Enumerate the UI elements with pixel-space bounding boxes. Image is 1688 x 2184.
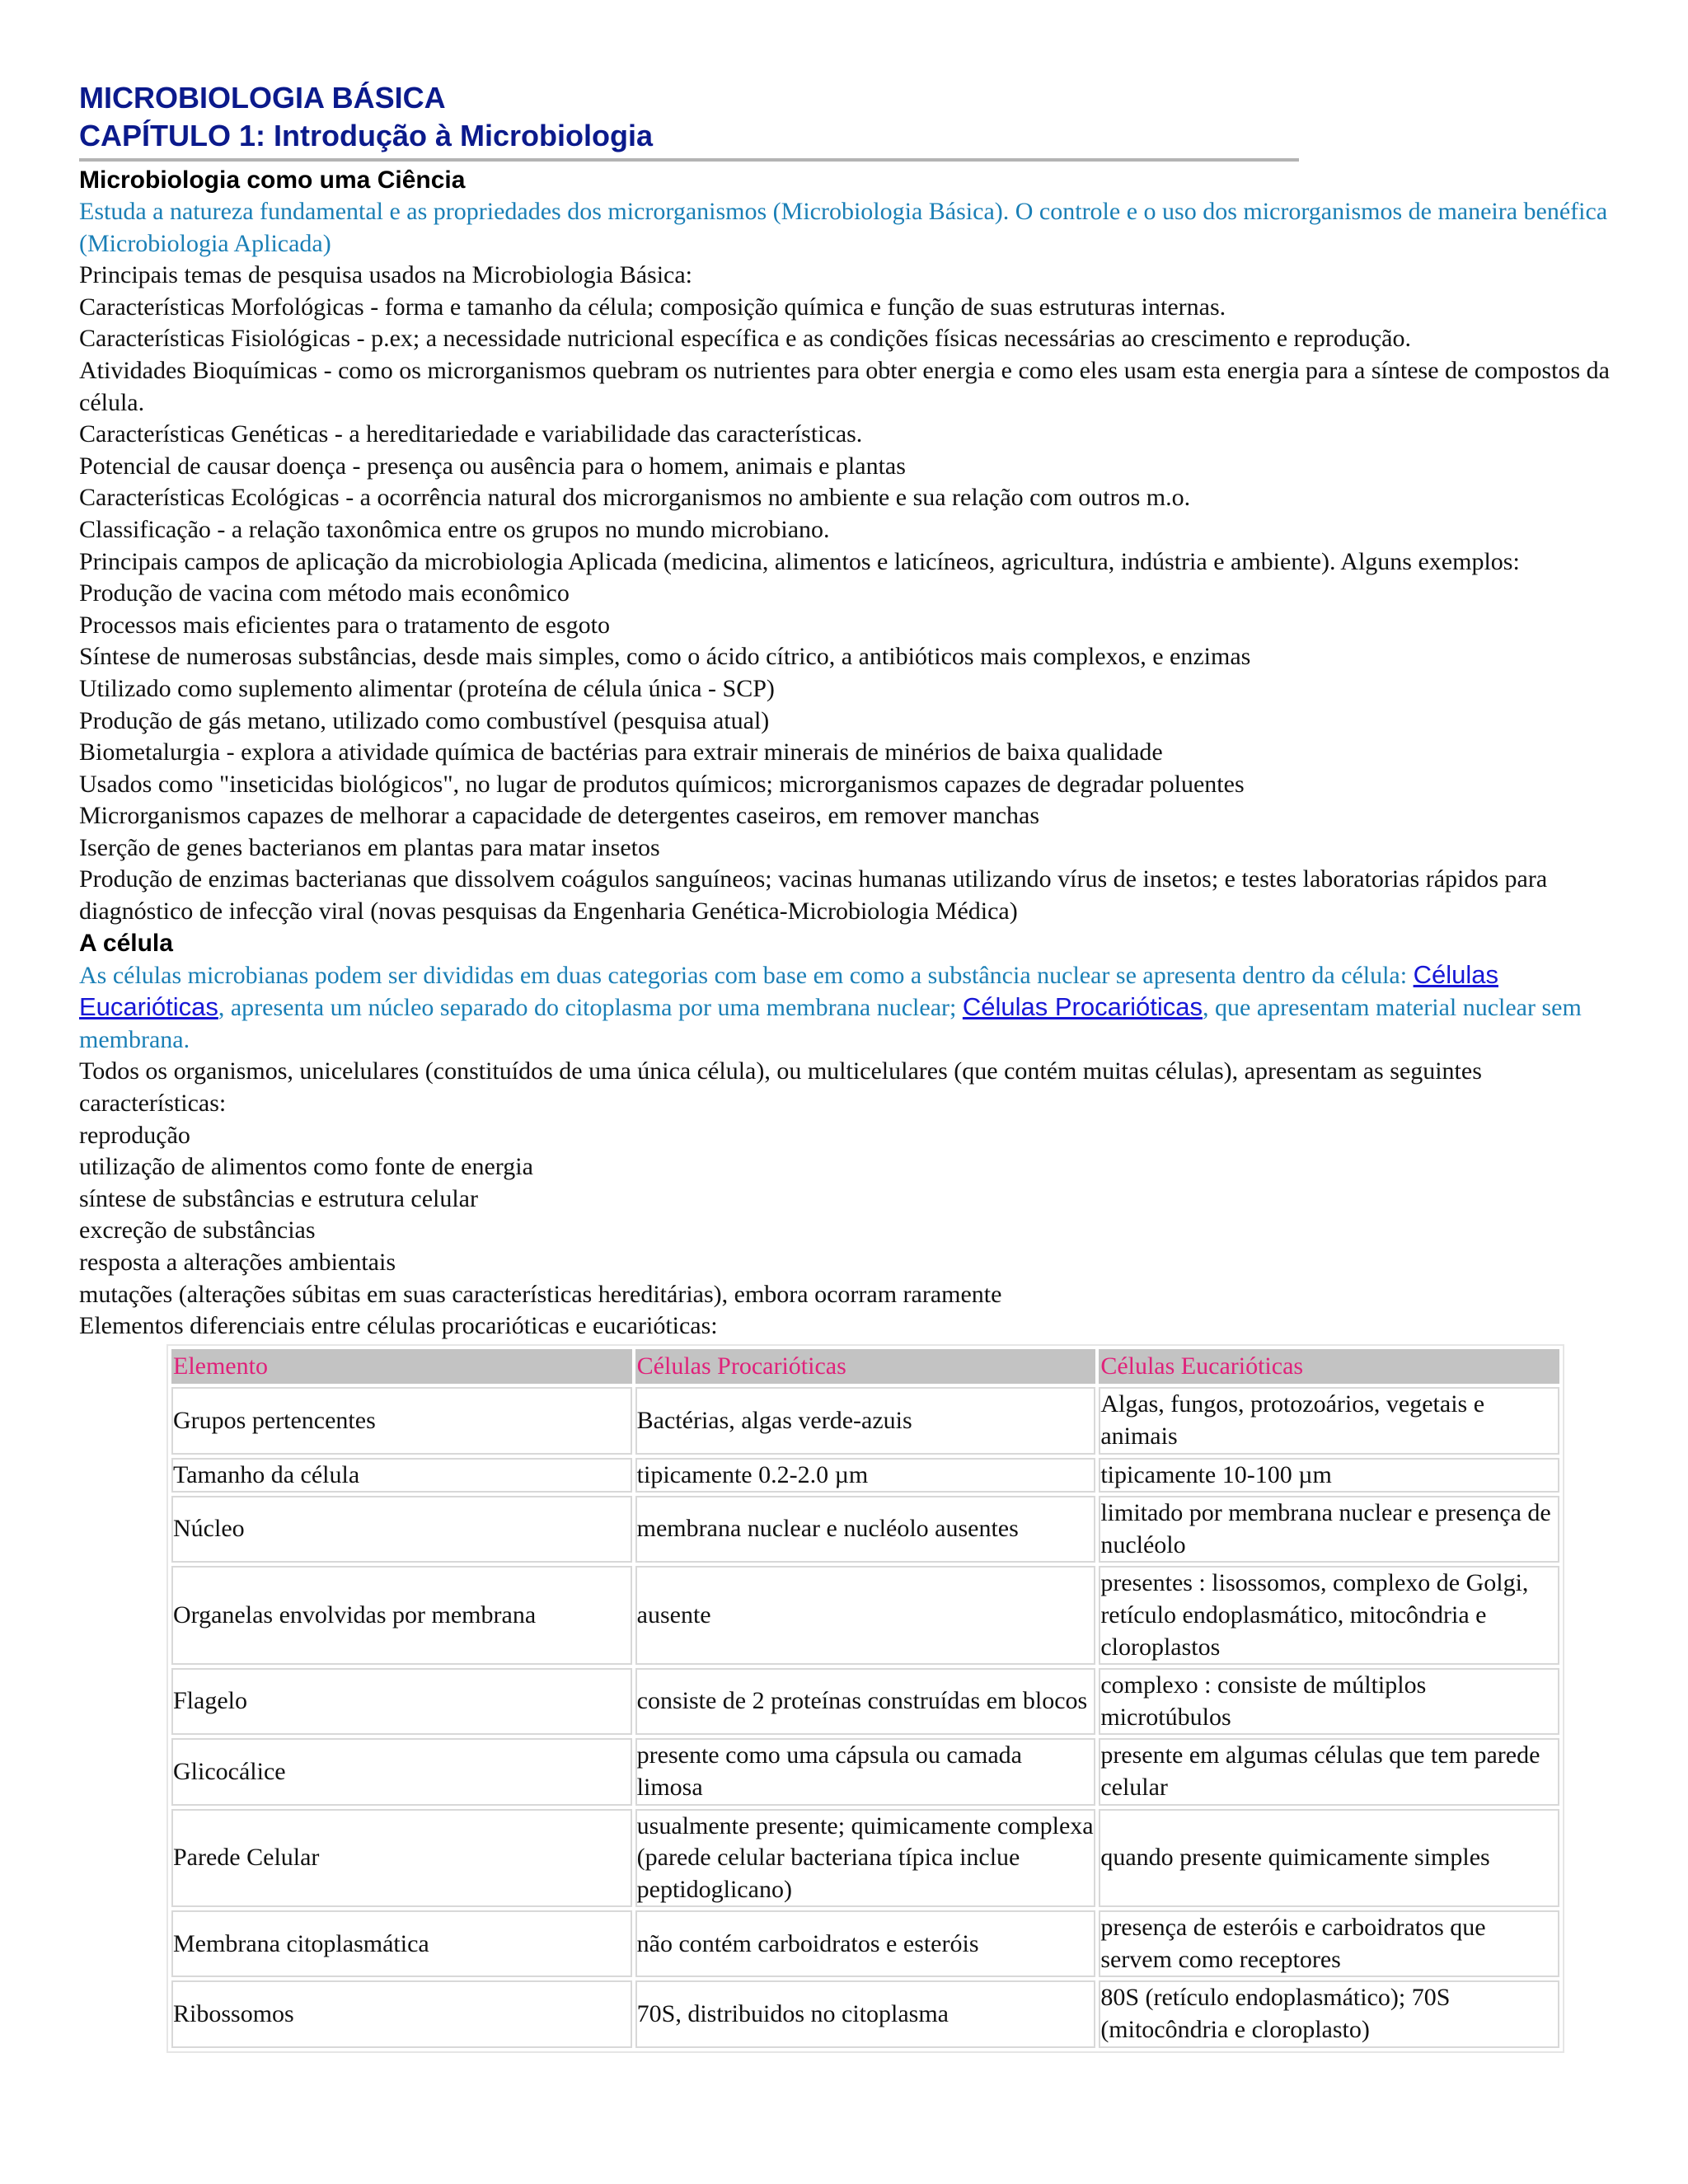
text-line: Biometalurgia - explora a atividade química de bactérias para extrair minerais de minérios de baixa qualidade — [79, 738, 1163, 766]
text-line: Produção de gás metano, utilizado como combustível (pesquisa atual) — [79, 706, 770, 734]
table-row — [171, 1738, 1559, 1805]
comparison-table-wrapper — [166, 1344, 1564, 2053]
table-header-cell: Elemento — [171, 1349, 632, 1385]
table-row — [171, 1809, 1559, 1908]
text-line: reprodução — [79, 1121, 190, 1149]
table-cell: membrana nuclear e nucléolo ausentes — [635, 1496, 1096, 1563]
text-line: Potencial de causar doença - presença ou ausência para o homem, animais e plantas — [79, 452, 906, 480]
table-cell: consiste de 2 proteínas construídas em blocos — [635, 1668, 1096, 1735]
table-cell: Bactérias, algas verde-azuis — [635, 1387, 1096, 1454]
title-line-2: CAPÍTULO 1: Introdução à Microbiologia — [79, 119, 654, 152]
text-line: Características Fisiológicas - p.ex; a necessidade nutricional específica e as condições físicas necessárias ao crescimento e reprodução. — [79, 325, 1411, 353]
text-line: Características Ecológicas - a ocorrência natural dos microrganismos no ambiente e sua relação com outros m.o. — [79, 484, 1191, 512]
table-cell: tipicamente 0.2-2.0 µm — [635, 1458, 1096, 1493]
table-cell: presentes : lisossomos, complexo de Golgi, retículo endoplasmático, mitocôndria e cloroplastos — [1099, 1566, 1559, 1665]
text-line: Usados como "inseticidas biológicos", no lugar de produtos químicos; microrganismos capazes de degradar poluentes — [79, 770, 1245, 798]
table-cell: Tamanho da célula — [171, 1458, 632, 1493]
table-cell: Glicocálice — [171, 1738, 632, 1805]
table-cell: Algas, fungos, protozoários, vegetais e animais — [1099, 1387, 1559, 1454]
cell-comparison-table — [166, 1344, 1564, 2053]
table-header-cell: Células Eucarióticas — [1099, 1349, 1559, 1385]
table-row — [171, 1496, 1559, 1563]
text-line: Atividades Bioquímicas - como os microrganismos quebram os nutrientes para obter energia e como eles usam esta energia para a síntese de compostos da célula. — [79, 356, 1610, 416]
table-cell: complexo : consiste de múltiplos microtúbulos — [1099, 1668, 1559, 1735]
section2-intro-a: As células microbianas podem ser divididas em duas categorias com base em como a substância nuclear se apresenta dentro da célula: — [79, 961, 1414, 989]
table-cell: presença de esteróis e carboidratos que servem como receptores — [1099, 1910, 1559, 1977]
table-cell: quando presente quimicamente simples — [1099, 1809, 1559, 1908]
text-line: Classificação - a relação taxonômica entre os grupos no mundo microbiano. — [79, 515, 830, 543]
table-row — [171, 1458, 1559, 1493]
text-line: Microrganismos capazes de melhorar a capacidade de detergentes caseiros, em remover manchas — [79, 802, 1040, 830]
table-cell: tipicamente 10-100 µm — [1099, 1458, 1559, 1493]
section1-intro: Estuda a natureza fundamental e as propriedades dos microrganismos (Microbiologia Básica). O controle e o uso dos microrganismos de maneira benéfica (Microbiologia Aplicada) — [79, 198, 1608, 257]
text-line: Características Genéticas - a hereditariedade e variabilidade das características. — [79, 420, 863, 448]
text-line: mutações (alterações súbitas em suas características hereditárias), embora ocorram raramente — [79, 1280, 1002, 1308]
table-cell: usualmente presente; quimicamente complexa (parede celular bacteriana típica inclue peptidoglicano) — [635, 1809, 1096, 1908]
section-heading-microbiologia: Microbiologia como uma Ciência — [79, 166, 466, 194]
table-cell: Membrana citoplasmática — [171, 1910, 632, 1977]
table-cell: Grupos pertencentes — [171, 1387, 632, 1454]
table-cell: não contém carboidratos e esteróis — [635, 1910, 1096, 1977]
text-line: Utilizado como suplemento alimentar (proteína de célula única - SCP) — [79, 674, 775, 702]
title-line-1: MICROBIOLOGIA BÁSICA — [79, 81, 446, 115]
table-header-cell: Células Procarióticas — [635, 1349, 1096, 1385]
page-title — [79, 79, 1620, 155]
table-cell: Ribossomos — [171, 1980, 632, 2047]
text-line: Produção de vacina com método mais econômico — [79, 579, 570, 607]
table-row — [171, 1910, 1559, 1977]
text-line: Características Morfológicas - forma e tamanho da célula; composição química e função de suas estruturas internas. — [79, 293, 1226, 321]
table-row — [171, 1980, 1559, 2047]
table-cell: Núcleo — [171, 1496, 632, 1563]
text-line: resposta a alterações ambientais — [79, 1249, 396, 1276]
text-line: Principais temas de pesquisa usados na Microbiologia Básica: — [79, 261, 693, 289]
section2-intro-b: , apresenta um núcleo separado do citoplasma por uma membrana nuclear; — [218, 994, 963, 1022]
eukaryotic-cells-link[interactable]: Células Eucarióticas — [79, 959, 1498, 1022]
table-cell: Flagelo — [171, 1668, 632, 1735]
table-cell: limitado por membrana nuclear e presença de nucléolo — [1099, 1496, 1559, 1563]
title-divider — [79, 158, 1299, 162]
table-cell: presente como uma cápsula ou camada limosa — [635, 1738, 1096, 1805]
table-cell: presente em algumas células que tem parede celular — [1099, 1738, 1559, 1805]
table-row — [171, 1566, 1559, 1665]
section2-intro — [79, 959, 1620, 1057]
text-line: utilização de alimentos como fonte de energia — [79, 1153, 533, 1181]
section1-body — [79, 260, 1620, 927]
prokaryotic-cells-link[interactable]: Células Procarióticas — [962, 992, 1203, 1022]
table-cell: Parede Celular — [171, 1809, 632, 1908]
text-line: excreção de substâncias — [79, 1216, 316, 1244]
table-row — [171, 1387, 1559, 1454]
section-heading-celula: A célula — [79, 929, 173, 957]
text-line: Principais campos de aplicação da microbiologia Aplicada (medicina, alimentos e laticíneos, agricultura, indústria e ambiente). Alguns exemplos: — [79, 547, 1520, 575]
text-line: Iserção de genes bacterianos em plantas para matar insetos — [79, 833, 660, 861]
text-line: Elementos diferenciais entre células procarióticas e eucarióticas: — [79, 1312, 718, 1340]
text-line: Processos mais eficientes para o tratamento de esgoto — [79, 611, 610, 639]
table-header-row — [171, 1349, 1559, 1385]
table-cell: ausente — [635, 1566, 1096, 1665]
table-cell: 80S (retículo endoplasmático); 70S (mitocôndria e cloroplasto) — [1099, 1980, 1559, 2047]
text-line: síntese de substâncias e estrutura celular — [79, 1184, 478, 1212]
table-cell: Organelas envolvidas por membrana — [171, 1566, 632, 1665]
text-line: Síntese de numerosas substâncias, desde mais simples, como o ácido cítrico, a antibióticos mais complexos, e enzimas — [79, 643, 1251, 671]
section2-body — [79, 1056, 1620, 1342]
text-line: Produção de enzimas bacterianas que dissolvem coágulos sanguíneos; vacinas humanas utilizando vírus de insetos; e testes laboratorias rápidos para diagnóstico de infecção viral (novas pesquisas da Engenharia Genética-Microbiologia Médica) — [79, 865, 1548, 926]
text-line: Todos os organismos, unicelulares (constituídos de uma única célula), ou multicelulares (que contém muitas células), apresentam as seguintes características: — [79, 1057, 1482, 1118]
table-row — [171, 1668, 1559, 1735]
section2-intro-c: , que apresentam material nuclear sem membrana. — [79, 994, 1582, 1053]
table-cell: 70S, distribuidos no citoplasma — [635, 1980, 1096, 2047]
